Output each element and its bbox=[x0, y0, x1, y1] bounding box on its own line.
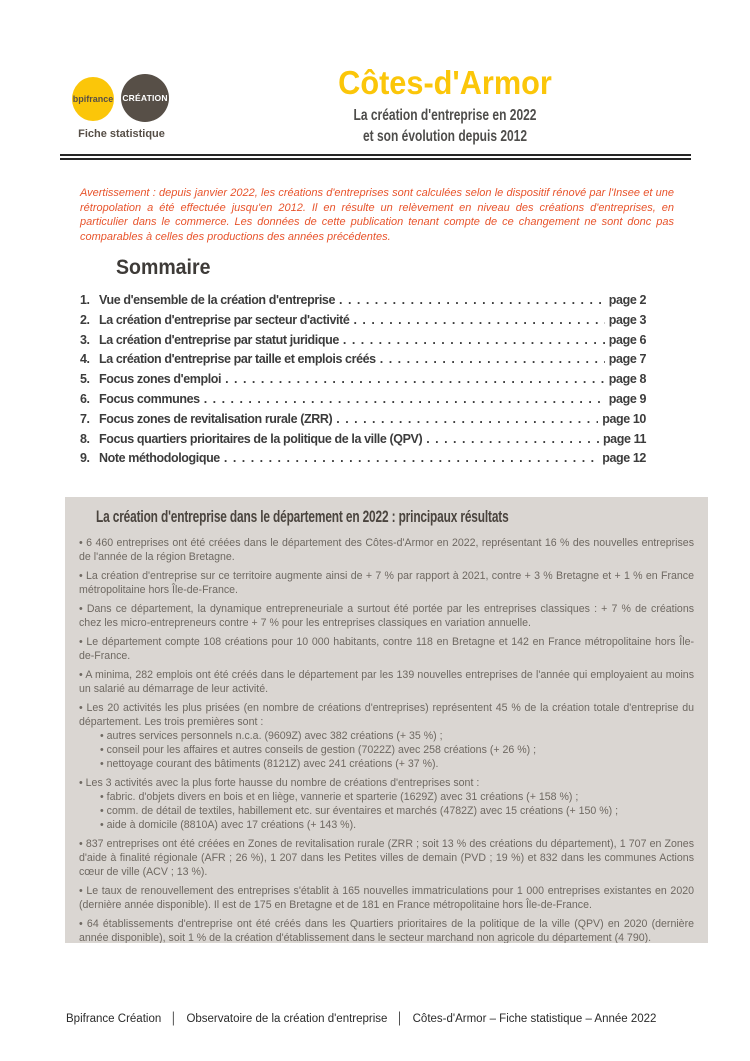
toc-entry-label: La création d'entreprise par secteur d'activité bbox=[99, 312, 350, 327]
footer-separator bbox=[161, 1013, 186, 1025]
result-sub-list bbox=[100, 790, 694, 832]
toc-entry-number: 1. bbox=[80, 293, 90, 307]
toc-dot-leader bbox=[343, 333, 605, 347]
toc-entry bbox=[80, 372, 646, 392]
result-bullet: • Les 20 activités les plus prisées (en nombre de créations d'entreprises) représentent 45 % de la création totale d'entreprise du département. Les trois premières sont : bbox=[79, 701, 694, 729]
table-of-contents bbox=[80, 293, 646, 471]
result-sub-bullet: • conseil pour les affaires et autres conseils de gestion (7022Z) avec 258 créations (+ 26 %) ; bbox=[100, 743, 694, 757]
toc-entry-number: 4. bbox=[80, 352, 90, 367]
toc-entry-number: 7. bbox=[80, 411, 90, 426]
result-sub-bullet: • autres services personnels n.c.a. (9609Z) avec 382 créations (+ 35 %) ; bbox=[100, 729, 694, 743]
key-results-panel bbox=[65, 497, 708, 943]
results-heading: La création d'entreprise dans le département en 2022 : principaux résultats bbox=[96, 508, 509, 526]
page-title: Côtes-d'Armor bbox=[338, 64, 552, 101]
toc-entry-number: 6. bbox=[80, 391, 90, 406]
result-bullet: • A minima, 282 emplois ont été créés dans le département par les 139 nouvelles entreprises de l'année qui employaient au moins un salarié au démarrage de leur activité. bbox=[79, 668, 694, 696]
toc-entry-page: page 11 bbox=[602, 431, 646, 446]
result-bullet: • Le taux de renouvellement des entreprises s'établit à 165 nouvelles immatriculations pour 1 000 entreprises existantes en 2020 (dernière année disponible). Il est de 175 en Bretagne et de 181 en France métropolitaine hors Île-de-France. bbox=[79, 884, 694, 912]
toc-entry-number: 3. bbox=[80, 332, 90, 347]
toc-entry bbox=[80, 352, 646, 372]
footer-brand: Bpifrance Création bbox=[66, 1013, 162, 1025]
toc-entry bbox=[80, 333, 646, 353]
toc-entry-label: Note méthodologique bbox=[99, 451, 220, 466]
toc-entry-page: page 8 bbox=[608, 372, 646, 387]
page-subtitle-line2: et son évolution depuis 2012 bbox=[362, 128, 528, 145]
toc-entry-page: page 3 bbox=[608, 312, 646, 327]
toc-entry bbox=[80, 412, 646, 432]
logo-caption: Fiche statistique bbox=[78, 128, 165, 140]
toc-entry-label: Focus communes bbox=[99, 391, 200, 406]
toc-entry-label: La création d'entreprise par taille et emplois créés bbox=[99, 352, 376, 367]
result-sub-list bbox=[100, 729, 694, 771]
toc-dot-leader bbox=[339, 293, 605, 307]
footer-separator bbox=[387, 1013, 412, 1025]
toc-entry-label: Focus zones de revitalisation rurale (ZRR) bbox=[99, 411, 333, 426]
toc-entry-number: 8. bbox=[80, 431, 90, 446]
toc-dot-leader bbox=[336, 412, 598, 426]
title-block bbox=[270, 64, 620, 147]
toc-entry-page: page 2 bbox=[608, 293, 646, 307]
toc-entry bbox=[80, 432, 646, 452]
header-divider bbox=[60, 154, 691, 160]
toc-entry-page: page 7 bbox=[608, 352, 646, 367]
result-bullet: • 64 établissements d'entreprise ont été créés dans les Quartiers prioritaires de la politique de la ville (QPV) en 2020 (dernière année disponible), soit 1 % de la création d'établissement dans le secteur marchand non agricole du département (4 790). bbox=[79, 917, 694, 943]
result-bullet: • Le département compte 108 créations pour 10 000 habitants, contre 118 en Bretagne et 142 en France métropolitaine hors Île-de-France. bbox=[79, 635, 694, 663]
result-sub-bullet: • fabric. d'objets divers en bois et en liège, vannerie et sparterie (1629Z) avec 31 créations (+ 158 %) ; bbox=[100, 790, 694, 804]
toc-entry-number: 5. bbox=[80, 372, 90, 387]
footer-source: Observatoire de la création d'entreprise bbox=[186, 1013, 388, 1025]
result-bullet: • 6 460 entreprises ont été créées dans le département des Côtes-d'Armor en 2022, représentant 16 % des nouvelles entreprises de l'année de la région Bretagne. bbox=[79, 536, 694, 564]
creation-logo-text: CRÉATION bbox=[122, 93, 168, 103]
bpifrance-logo-text: bpifrance bbox=[72, 94, 114, 104]
toc-entry-number: 9. bbox=[80, 451, 90, 466]
toc-dot-leader bbox=[204, 392, 605, 406]
toc-entry-page: page 9 bbox=[608, 391, 646, 406]
toc-entry bbox=[80, 451, 646, 471]
toc-dot-leader bbox=[224, 451, 598, 465]
toc-dot-leader bbox=[426, 432, 599, 446]
toc-dot-leader bbox=[380, 352, 605, 366]
footer-doc-label: Côtes-d'Armor – Fiche statistique – Année 2022 bbox=[412, 1013, 657, 1025]
result-sub-bullet: • comm. de détail de textiles, habillement etc. sur éventaires et marchés (4782Z) avec 15 créations (+ 150 %) ; bbox=[100, 804, 694, 818]
toc-entry bbox=[80, 313, 646, 333]
creation-logo-icon bbox=[121, 74, 169, 122]
toc-entry-label: Vue d'ensemble de la création d'entreprise bbox=[99, 293, 335, 307]
toc-dot-leader bbox=[353, 313, 604, 327]
result-sub-bullet: • aide à domicile (8810A) avec 17 créations (+ 143 %). bbox=[100, 818, 694, 832]
toc-entry-number: 2. bbox=[80, 312, 90, 327]
result-bullet: • La création d'entreprise sur ce territoire augmente ainsi de + 7 % par rapport à 2021, contre + 3 % Bretagne et + 1 % en France métropolitaine hors Île-de-France. bbox=[79, 569, 694, 597]
toc-entry-page: page 10 bbox=[602, 411, 646, 426]
toc-entry-page: page 6 bbox=[608, 332, 646, 347]
warning-notice: Avertissement : depuis janvier 2022, les créations d'entreprises sont calculées selon le dispositif rénové par l'Insee et une rétropolation a été effectuée jusqu'en 2012. Il en résulte un relèvement en niveau des créations d'entreprises, en particulier dans le commerce. Les données de cette publication tenant compte de ce changement ne sont donc pas comparables à celles des productions des années précédentes. bbox=[80, 187, 674, 243]
result-bullet: • Dans ce département, la dynamique entrepreneuriale a surtout été portée par les entreprises classiques : + 7 % de créations chez les micro-entrepreneurs contre + 7 % pour les entreprises classiques en variation annuelle. bbox=[79, 602, 694, 630]
toc-entry-label: Focus zones d'emploi bbox=[99, 372, 222, 387]
page-footer bbox=[66, 1013, 656, 1025]
toc-entry bbox=[80, 392, 646, 412]
page-subtitle bbox=[314, 105, 577, 147]
toc-entry-page: page 12 bbox=[602, 451, 646, 466]
toc-dot-leader bbox=[225, 372, 605, 386]
result-bullet: • Les 3 activités avec la plus forte hausse du nombre de créations d'entreprises sont : bbox=[79, 776, 694, 790]
page-subtitle-line1: La création d'entreprise en 2022 bbox=[353, 107, 537, 124]
toc-entry-label: La création d'entreprise par statut juridique bbox=[99, 332, 339, 347]
toc-heading: Sommaire bbox=[116, 256, 211, 279]
toc-entry bbox=[80, 293, 646, 313]
bpifrance-logo-icon bbox=[72, 77, 114, 121]
toc-entry-label: Focus quartiers prioritaires de la politique de la ville (QPV) bbox=[99, 431, 423, 446]
result-bullet: • 837 entreprises ont été créées en Zones de revitalisation rurale (ZRR ; soit 13 % des créations du département), 1 707 en Zones d'aide à finalité régionale (AFR ; 26 %), 1 207 dans les Petites villes de demain (PVD ; 19 %) et 832 dans les communes Actions cœur de ville (ACV ; 13 %). bbox=[79, 837, 694, 879]
result-sub-bullet: • nettoyage courant des bâtiments (8121Z) avec 241 créations (+ 37 %). bbox=[100, 757, 694, 771]
